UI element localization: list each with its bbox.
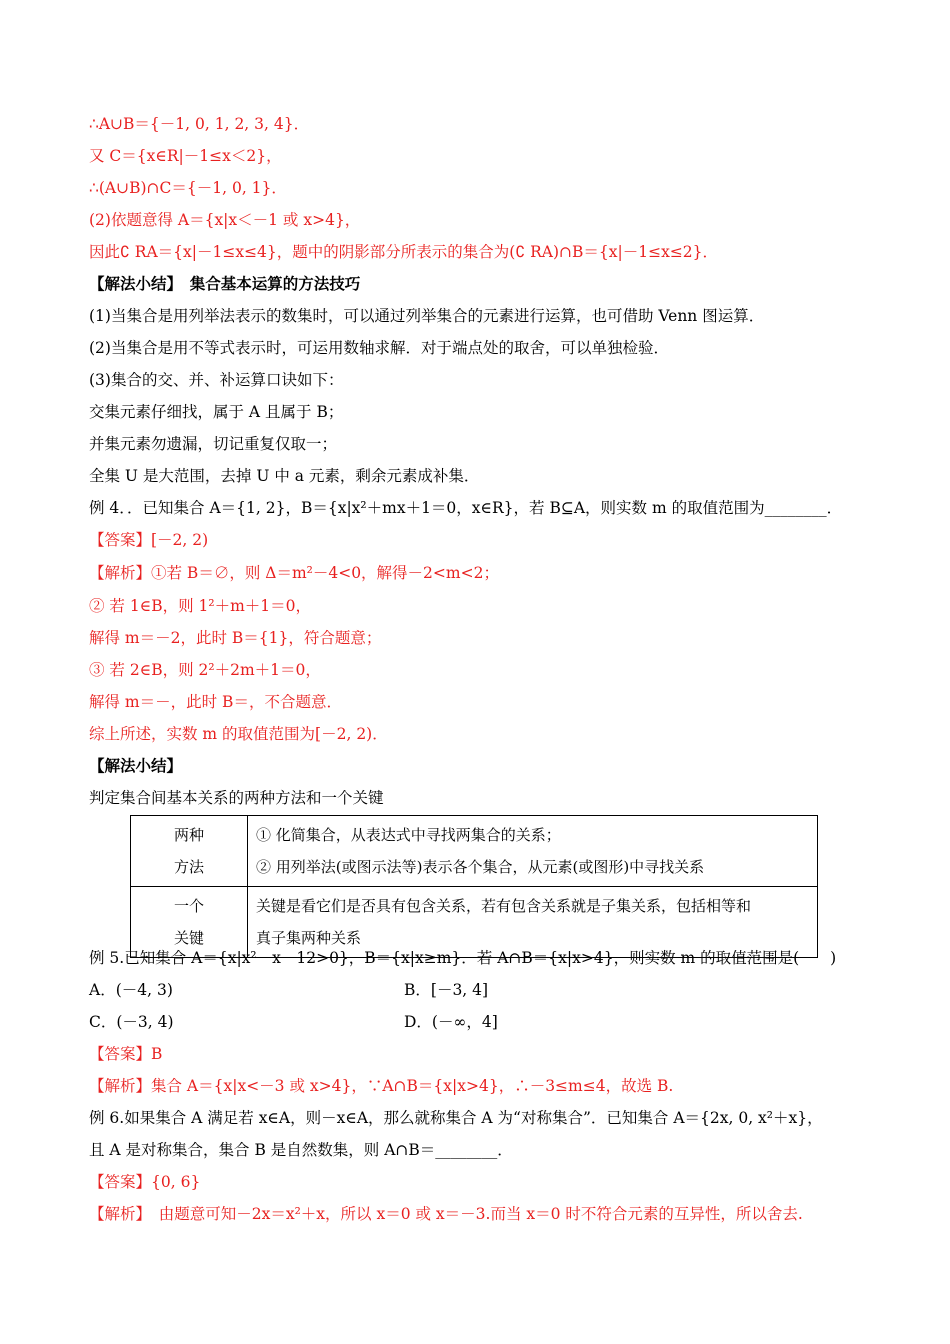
example-4: 例 4．．已知集合 A＝{1, 2}，B＝{x|x²＋mx＋1＝0，x∈R}，若 B⊆A，则实数 m 的取值范围为________．	[89, 499, 843, 517]
answer-line: 【答案】{0, 6}	[89, 1173, 201, 1191]
text-line: (2)当集合是用不等式表示时，可运用数轴求解．对于端点处的取舍，可以单独检验．	[89, 339, 669, 357]
text-line: 综上所述，实数 m 的取值范围为[－2, 2)．	[89, 725, 388, 743]
analysis-line: 【解析】集合 A＝{x|x<－3 或 x>4}，∵A∩B＝{x|x>4}，∴－3≤m≤4，故选 B.	[89, 1077, 674, 1095]
option-b: B．[－3, 4]	[404, 981, 489, 999]
content-text: ② 用列举法(或图示法等)表示各个集合，从元素(或图形)中寻找关系	[256, 858, 705, 876]
section-heading: 【解法小结】	[89, 756, 183, 775]
label-text: 关键	[173, 929, 204, 947]
text-line: 判定集合间基本关系的两种方法和一个关键	[89, 789, 384, 807]
option-c: C．(－3, 4)	[89, 1013, 174, 1031]
section-heading: 【解法小结】 集合基本运算的方法技巧	[89, 274, 361, 293]
text-line: 因此∁ RA＝{x|－1≤x≤4}，题中的阴影部分所表示的集合为(∁ RA)∩B＝{x|－1≤x≤2}．	[89, 243, 719, 261]
text-line: ∴A∪B＝{－1, 0, 1, 2, 3, 4}．	[89, 115, 310, 133]
text-line: 全集 U 是大范围，去掉 U 中 a 元素，剩余元素成补集．	[89, 467, 480, 485]
answer-line: 【答案】[－2, 2)	[89, 531, 209, 549]
text-line: (1)当集合是用列举法表示的数集时，可以通过列举集合的元素进行运算，也可借助 Venn 图运算．	[89, 307, 765, 325]
text-line: 又 C＝{x∈R|－1≤x＜2}，	[89, 147, 282, 165]
method-table	[130, 815, 818, 958]
analysis-line: 【解析】①若 B＝∅，则 Δ＝m²－4<0，解得－2<m<2；	[89, 564, 499, 582]
label-text: 一个	[173, 897, 204, 915]
example-5: 例 5.已知集合 A＝{x|x²－x－12>0}，B＝{x|x≥m}．若 A∩B＝{x|x>4}，则实数 m 的取值范围是( )	[89, 949, 837, 967]
table-row	[131, 816, 818, 887]
analysis-line: 【解析】 由题意可知－2x＝x²＋x，所以 x＝0 或 x＝－3.而当 x＝0 时不符合元素的互异性，所以舍去.	[89, 1205, 803, 1223]
text-line: 解得 m＝－，此时 B＝，不合题意．	[89, 693, 342, 711]
option-a: A．(－4, 3)	[89, 981, 173, 999]
content-text: 关键是看它们是否具有包含关系，若有包含关系就是子集关系，包括相等和	[256, 897, 752, 915]
content-text: 真子集两种关系	[256, 929, 362, 947]
text-line: (3)集合的交、并、补运算口诀如下：	[89, 371, 344, 389]
option-d: D．(－∞，4]	[404, 1013, 498, 1031]
text-line: (2)依题意得 A＝{x|x＜－1 或 x>4}，	[89, 211, 361, 229]
label-text: 两种	[173, 826, 204, 844]
table-label-cell	[131, 816, 248, 887]
text-line: ② 若 1∈B，则 1²＋m＋1＝0，	[89, 597, 312, 615]
text-line: ∴(A∪B)∩C＝{－1, 0, 1}．	[89, 179, 287, 197]
text-line: ③ 若 2∈B，则 2²＋2m＋1＝0，	[89, 661, 321, 679]
answer-line: 【答案】B	[89, 1045, 163, 1063]
text-line: 解得 m＝－2，此时 B＝{1}，符合题意；	[89, 629, 382, 647]
text-line: 且 A 是对称集合，集合 B 是自然数集，则 A∩B＝________．	[89, 1141, 513, 1159]
text-line: 并集元素勿遗漏，切记重复仅取一；	[89, 435, 338, 453]
example-6: 例 6.如果集合 A 满足若 x∈A，则－x∈A，那么就称集合 A 为“对称集合”．已知集合 A＝{2x, 0, x²＋x}，	[89, 1109, 823, 1127]
label-text: 方法	[173, 858, 204, 876]
table-content-cell	[248, 816, 818, 887]
text-line: 交集元素仔细找，属于 A 且属于 B；	[89, 403, 344, 421]
content-text: ① 化简集合，从表达式中寻找两集合的关系；	[256, 826, 561, 844]
